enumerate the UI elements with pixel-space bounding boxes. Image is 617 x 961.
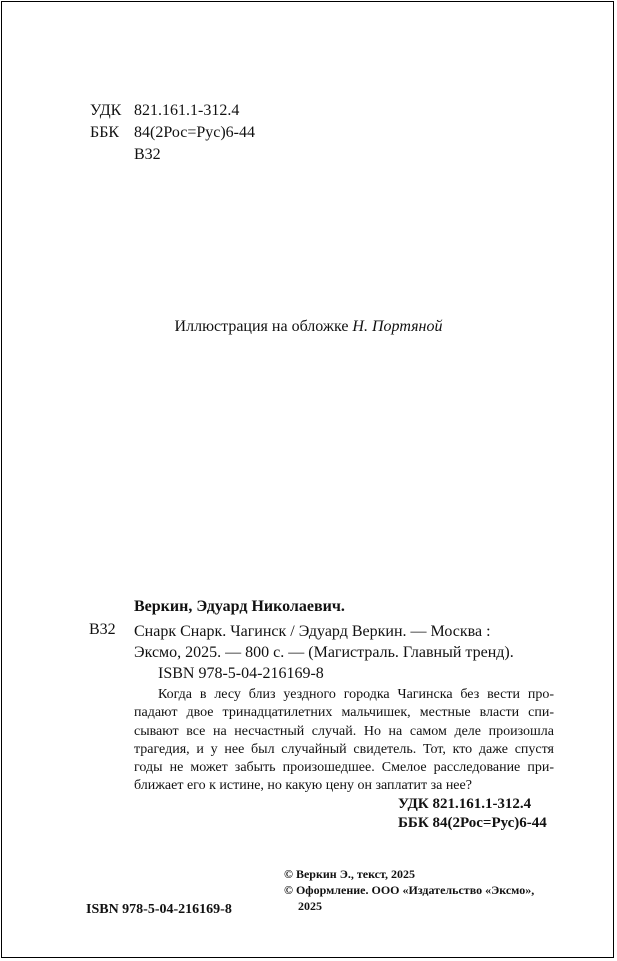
illustration-prefix: Иллюстрация на обложке xyxy=(174,318,349,335)
author-heading: Веркин, Эдуард Николаевич. xyxy=(134,598,345,615)
copyright-block xyxy=(284,866,534,914)
illustration-credit xyxy=(0,318,617,336)
footer-isbn: ISBN 978-5-04-216169-8 xyxy=(86,902,232,917)
record-bbk: ББК 84(2Рос=Рус)6-44 xyxy=(398,815,547,831)
bbk-label: ББК xyxy=(90,124,120,141)
record-isbn: ISBN 978-5-04-216169-8 xyxy=(158,665,324,682)
annotation-line: падают двое тринадцатилетних мальчишек, местные власти спи- xyxy=(134,705,554,721)
annotation xyxy=(134,686,554,796)
copyright-design: © Оформление. ООО «Издательство «Эксмо», xyxy=(284,883,535,897)
copyright-text: © Веркин Э., текст, 2025 xyxy=(284,867,416,881)
copyright-design-year: 2025 xyxy=(298,899,322,913)
annotation-line: годы не может забыть произошедшее. Смелое расследование при- xyxy=(134,760,554,776)
annotation-line: сывают все на несчастный случай. Но на самом деле произошла xyxy=(134,723,554,739)
bibliographic-line: Снарк Снарк. Чагинск / Эдуард Веркин. — Москва : xyxy=(134,623,491,640)
annotation-line: трагедия, и у нее был случайный свидетель. Тот, кто даже спустя xyxy=(134,741,554,757)
classification-block xyxy=(90,100,390,166)
bibliographic-line: Эксмо, 2025. — 800 с. — (Магистраль. Главный тренд). xyxy=(134,644,514,661)
udk-value: 821.161.1-312.4 xyxy=(134,102,240,119)
annotation-line: ближает его к истине, но какую цену он заплатит за нее? xyxy=(134,778,472,794)
udk-label: УДК xyxy=(90,102,122,119)
author-mark: В32 xyxy=(89,621,116,638)
record-udk: УДК 821.161.1-312.4 xyxy=(398,796,532,812)
bibliographic-description xyxy=(134,621,554,663)
annotation-line: Когда в лесу близ уездного городка Чагинска без вести про- xyxy=(158,687,554,702)
author-mark-top: В32 xyxy=(134,146,161,163)
bbk-value: 84(2Рос=Рус)6-44 xyxy=(134,124,256,141)
illustration-artist: Н. Портяной xyxy=(352,318,443,335)
